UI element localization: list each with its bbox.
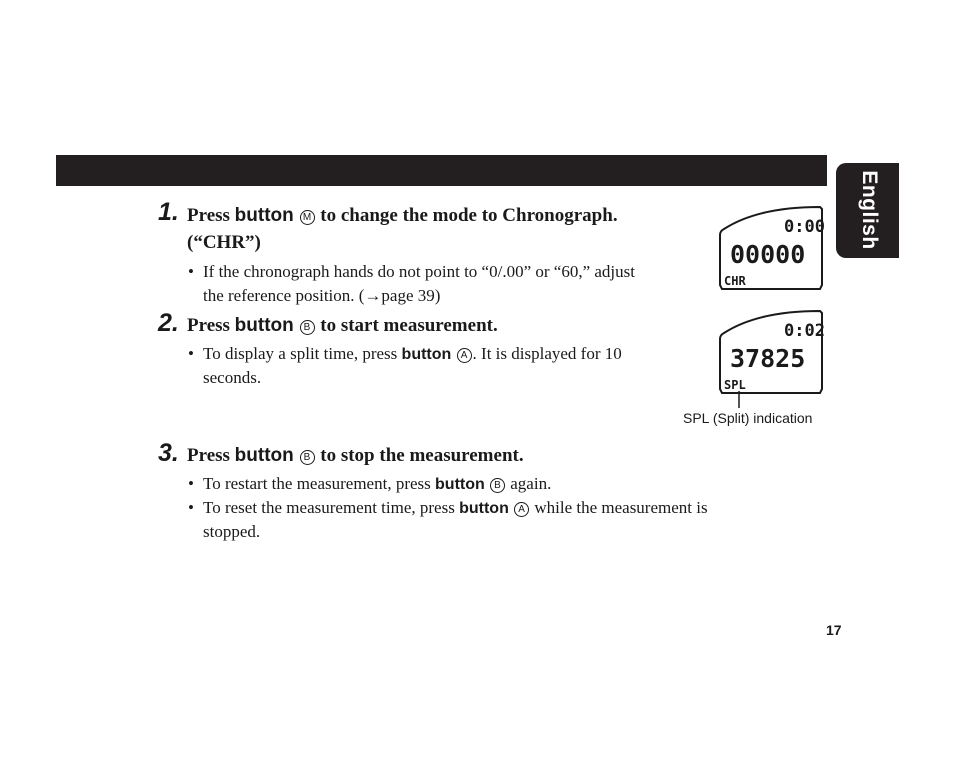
button-b-icon: B xyxy=(490,478,505,493)
button-m-icon: M xyxy=(300,210,315,225)
lcd-illustration xyxy=(718,205,826,291)
page-number: 17 xyxy=(826,622,842,638)
lcd-top-value: 0:02 xyxy=(784,321,825,341)
step-instruction-line2: (“CHR”) xyxy=(187,232,261,253)
lcd-mode-label: SPL xyxy=(724,378,746,392)
lcd-mode-label: CHR xyxy=(724,274,746,288)
lcd-main-value: 37825 xyxy=(730,344,806,373)
lcd-main-value: 00000 xyxy=(730,240,806,269)
button-word: button xyxy=(234,445,294,466)
step-instruction: Press button M to change the mode to Chronograph. xyxy=(187,205,618,226)
step-number: 2. xyxy=(158,309,179,337)
split-indication-caption: SPL (Split) indication xyxy=(683,410,813,426)
watch-display-chr xyxy=(718,205,826,291)
header-bar xyxy=(56,155,827,186)
button-word: button xyxy=(435,476,485,493)
button-word: button xyxy=(401,346,452,363)
lcd-top-value: 0:00 xyxy=(784,217,825,237)
button-word: button xyxy=(459,500,509,517)
step-instruction: Press button B to stop the measurement. xyxy=(187,445,524,466)
lcd-illustration xyxy=(718,309,826,409)
language-tab[interactable] xyxy=(836,163,899,258)
button-b-icon: B xyxy=(300,450,315,465)
watch-display-spl xyxy=(718,309,826,409)
button-b-icon: B xyxy=(300,320,315,335)
button-a-icon: A xyxy=(457,348,472,363)
step-number: 1. xyxy=(158,198,179,226)
button-word: button xyxy=(234,315,294,336)
button-a-icon: A xyxy=(514,502,529,517)
step-instruction: Press button B to start measurement. xyxy=(187,315,498,336)
step-number: 3. xyxy=(158,439,179,467)
button-word: button xyxy=(234,205,294,226)
language-tab-label: English xyxy=(858,170,881,250)
